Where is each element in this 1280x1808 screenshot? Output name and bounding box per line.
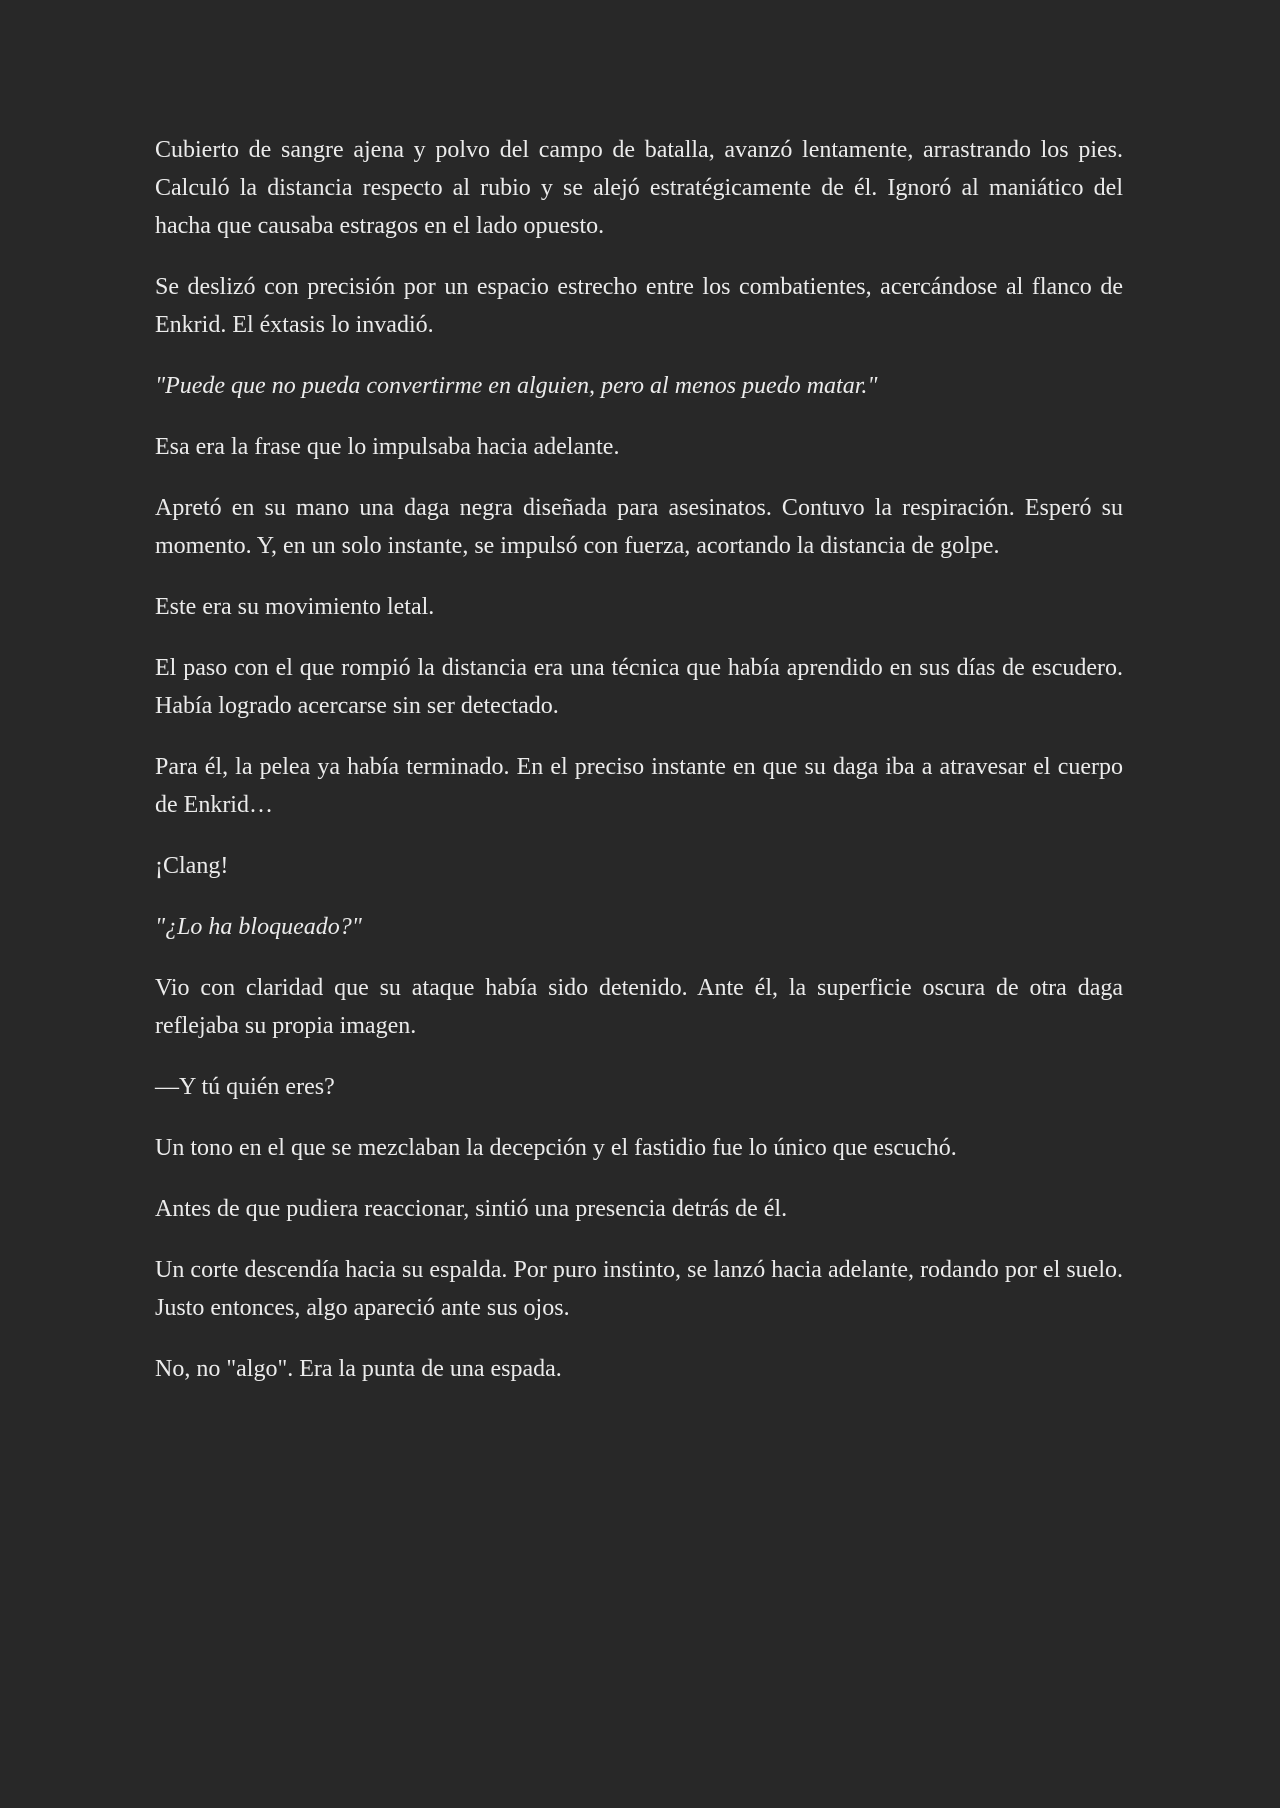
italic-paragraph: "¿Lo ha bloqueado?": [155, 914, 362, 940]
paragraph: —Y tú quién eres?: [155, 1074, 335, 1100]
paragraph: Cubierto de sangre ajena y polvo del campo de batalla, avanzó lentamente, arrastrando los pies. Calculó la distancia respecto al rubio y se alejó estratégicamente de él. Ignoró al maniático del hacha que causaba estragos en el lado opuesto.: [155, 137, 1123, 239]
paragraph: El paso con el que rompió la distancia era una técnica que había aprendido en sus días de escudero. Había logrado acercarse sin ser detectado.: [155, 655, 1123, 719]
paragraph: Vio con claridad que su ataque había sido detenido. Ante él, la superficie oscura de otra daga reflejaba su propia imagen.: [155, 975, 1123, 1039]
paragraph: Para él, la pelea ya había terminado. En el preciso instante en que su daga iba a atravesar el cuerpo de Enkrid…: [155, 754, 1123, 818]
paragraph: Se deslizó con precisión por un espacio estrecho entre los combatientes, acercándose al flanco de Enkrid. El éxtasis lo invadió.: [155, 274, 1123, 338]
paragraph: Antes de que pudiera reaccionar, sintió una presencia detrás de él.: [155, 1196, 788, 1222]
italic-paragraph: "Puede que no pueda convertirme en alguien, pero al menos puedo matar.": [155, 373, 878, 399]
paragraph: ¡Clang!: [155, 853, 229, 879]
paragraph: Apretó en su mano una daga negra diseñada para asesinatos. Contuvo la respiración. Esperó su momento. Y, en un solo instante, se impulsó con fuerza, acortando la distancia de golpe.: [155, 495, 1123, 559]
paragraph: Un tono en el que se mezclaban la decepción y el fastidio fue lo único que escuchó.: [155, 1135, 957, 1161]
paragraph: Esa era la frase que lo impulsaba hacia adelante.: [155, 434, 620, 460]
paragraph: Este era su movimiento letal.: [155, 594, 435, 620]
paragraph: Un corte descendía hacia su espalda. Por puro instinto, se lanzó hacia adelante, rodando por el suelo. Justo entonces, algo apareció ante sus ojos.: [155, 1257, 1123, 1321]
paragraph: No, no "algo". Era la punta de una espada.: [155, 1356, 562, 1382]
chapter-text: [155, 131, 1123, 1411]
